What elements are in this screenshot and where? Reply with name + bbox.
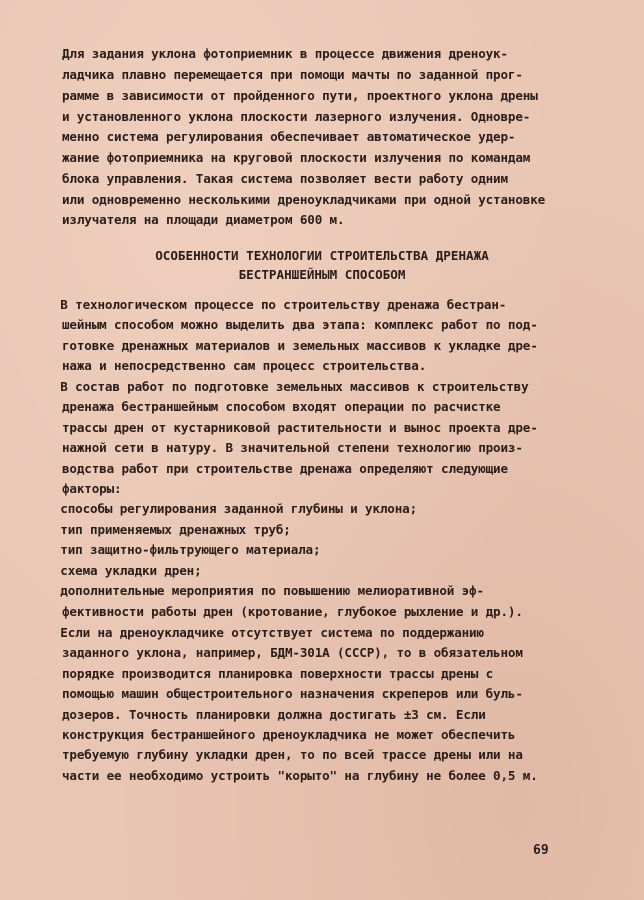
- text-line: порядке производится планировка поверхности трассы дрены с: [62, 666, 494, 681]
- list-item: тип применяемых дренажных труб;: [38, 522, 291, 537]
- text-line: жание фотоприемника на круговой плоскости излучения по командам: [62, 150, 531, 165]
- text-line: Если на дреноукладчике отсутствует система по поддержанию: [38, 625, 484, 640]
- text-line: шейным способом можно выделить два этапа: комплекс работ по под-: [62, 317, 538, 332]
- text-line: менно система регулирования обеспечивает автоматическое удер-: [62, 129, 516, 144]
- text-line: дренажа бестраншейным способом входят операции по расчистке: [62, 399, 501, 414]
- text-line: части ее необходимо устроить "корыто" на глубину не более 0,5 м.: [62, 768, 538, 783]
- text-line: ладчика плавно перемещается при помощи мачты по заданной прог-: [62, 67, 523, 82]
- text-line: помощью машин общестроительного назначения скреперов или буль-: [62, 686, 523, 701]
- text-line: заданного уклона, например, БДМ-301А (СССР), то в обязательном: [62, 645, 523, 660]
- text-line: Для задания уклона фотоприемник в процессе движения дреноук-: [62, 46, 508, 61]
- list-item: тип защитно-фильтрующего материала;: [38, 542, 321, 557]
- text-line: требуемую глубину укладки дрен, то по всей трассе дрены или на: [62, 747, 523, 762]
- text-line: или одновременно несколькими дреноукладчиками при одной установке: [62, 192, 546, 207]
- text-line: конструкция бестраншейного дреноукладчика не может обеспечить: [62, 727, 516, 742]
- text-line: В технологическом процессе по строительству дренажа бестран-: [38, 297, 507, 312]
- list-item: способы регулирования заданной глубины и уклона;: [38, 501, 418, 516]
- list-item: схема укладки дрен;: [38, 563, 202, 578]
- text-line: блока управления. Такая система позволяет вести работу одним: [62, 171, 508, 186]
- text-line: нажной сети в натуру. В значительной степени технологию произ-: [62, 440, 523, 455]
- text-line: рамме в зависимости от пройденного пути, проектного уклона дрены: [62, 88, 538, 103]
- section-heading: ОСОБЕННОСТИ ТЕХНОЛОГИИ СТРОИТЕЛЬСТВА ДРЕНАЖА: [155, 248, 489, 263]
- text-line: факторы:: [62, 481, 122, 496]
- text-line: нажа и непосредственно сам процесс строительства.: [62, 358, 427, 373]
- text-line: трассы дрен от кустарниковой растительности и вынос проекта дре-: [62, 420, 538, 435]
- text-line: В состав работ по подготовке земельных массивов к строительству: [38, 379, 529, 394]
- text-line: излучателя на площади диаметром 600 м.: [62, 212, 345, 227]
- section-heading: БЕСТРАНШЕЙНЫМ СПОСОБОМ: [238, 267, 406, 282]
- text-line: готовке дренажных материалов и земельных массивов к укладке дре-: [62, 338, 538, 353]
- page-number: 69: [533, 843, 549, 858]
- list-item: дополнительные мероприятия по повышению мелиоративной эф-: [38, 583, 484, 598]
- list-item: фективности работы дрен (кротование, глубокое рыхление и др.).: [62, 604, 523, 619]
- text-line: дозеров. Точность планировки должна достигать ±3 см. Если: [62, 707, 486, 722]
- text-line: и установленного уклона плоскости лазерного излучения. Одновре-: [62, 109, 531, 124]
- text-line: водства работ при строительстве дренажа определяют следующие: [62, 461, 508, 476]
